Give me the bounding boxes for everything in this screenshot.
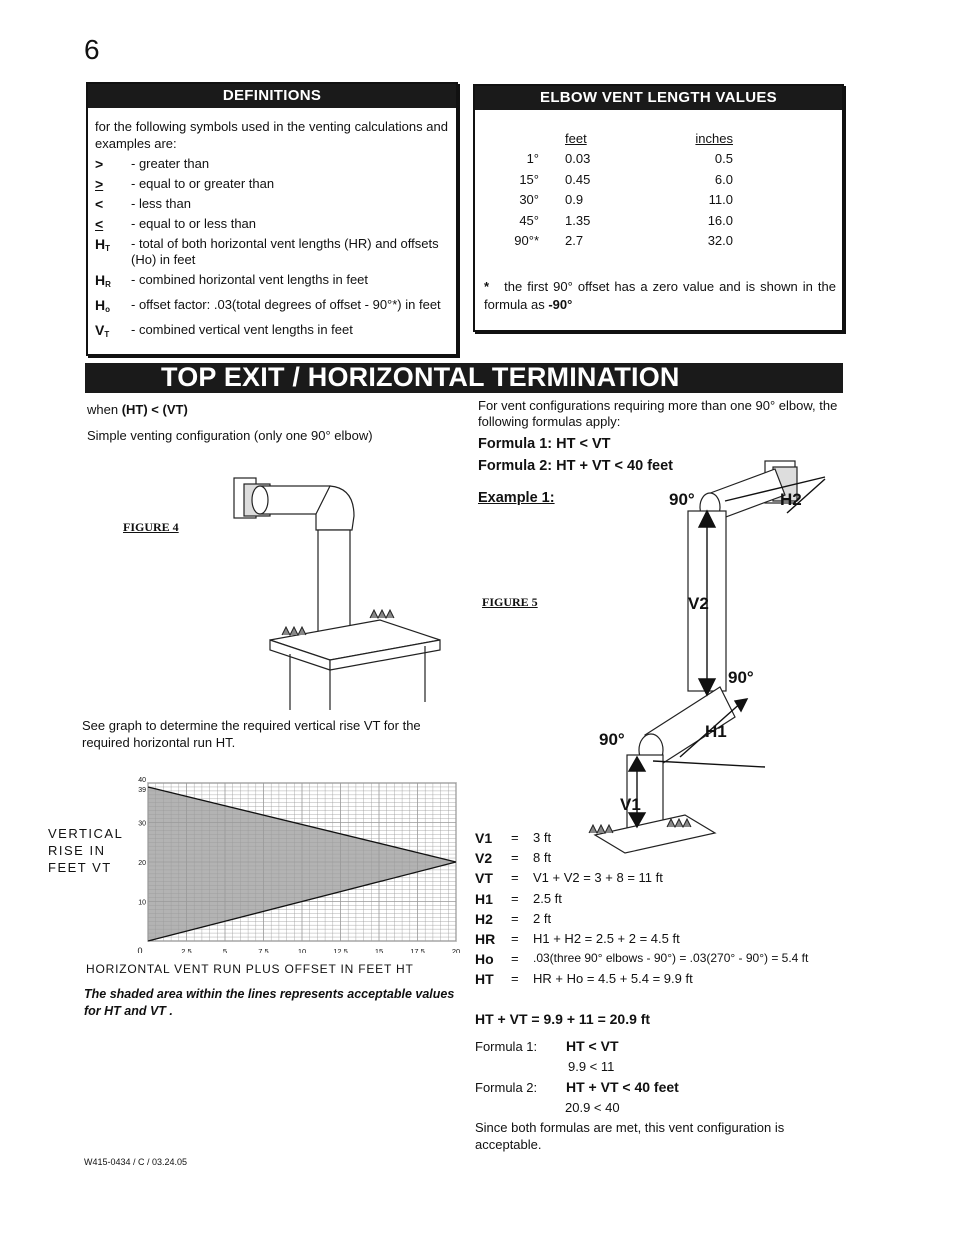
definition-symbol-main: <	[95, 216, 104, 232]
definition-symbol-main: H	[95, 236, 106, 252]
f2-expression: HT + VT < 40 feet	[566, 1079, 679, 1095]
chart-x-tick-label: 7.5	[258, 947, 269, 953]
graph-xlabel: HORIZONTAL VENT RUN PLUS OFFSET IN FEET HT	[86, 962, 414, 976]
calc-val: H1 + H2 = 2.5 + 2 = 4.5 ft	[533, 931, 680, 946]
f2-value: 20.9 < 40	[565, 1100, 620, 1115]
calc-val: .03(three 90° elbows - 90°) = .03(270° - 90°) = 5.4 ft	[533, 951, 809, 966]
definition-text: - greater than	[131, 156, 210, 171]
calc-sym: HT	[475, 971, 494, 988]
calc-eq: =	[511, 890, 519, 906]
definition-text: - combined horizontal vent lengths in feet	[131, 272, 369, 287]
definition-row	[95, 216, 450, 232]
definition-row	[95, 322, 450, 343]
label-low-90: 90°	[599, 730, 625, 749]
calc-sym: VT	[475, 870, 493, 887]
definition-row	[95, 176, 450, 192]
simple-config-text: Simple venting configuration (only one 90° elbow)	[87, 428, 373, 443]
definition-text: - total of both horizontal vent lengths (HR) and offsets (Ho) in feet	[131, 236, 439, 267]
calc-row	[475, 830, 551, 850]
when-expression: (HT) < (VT)	[121, 402, 188, 417]
elbow-title: ELBOW VENT LENGTH VALUES	[475, 86, 842, 110]
calc-sym: HR	[475, 931, 496, 947]
example1-label: Example 1:	[478, 490, 555, 506]
elbow-row	[475, 190, 733, 211]
sum-line	[475, 1011, 650, 1028]
definition-text: - less than	[131, 196, 191, 211]
elbow-note	[484, 278, 836, 314]
label-v1: V1	[620, 795, 641, 814]
definition-symbol	[95, 272, 131, 293]
f1-value: 9.9 < 11	[568, 1059, 615, 1074]
formula2: Formula 2: HT + VT < 40 feet	[478, 458, 673, 474]
footer-code: W415-0434 / C / 03.24.05	[84, 1157, 188, 1167]
right-intro: For vent configurations requiring more than one 90° elbow, the following formulas apply:	[478, 398, 838, 429]
definition-symbol-main: H	[95, 272, 106, 288]
chart-x-tick-label: 0	[137, 946, 143, 953]
calc-row	[475, 891, 562, 911]
calc-sym: V2	[475, 850, 493, 867]
elbow-table	[475, 128, 733, 251]
calc-val: HR + Ho = 4.5 + 5.4 = 9.9 ft	[533, 971, 693, 987]
calc-row	[475, 971, 693, 991]
calc-sym: H2	[475, 910, 493, 927]
calc-val: 2 ft	[533, 910, 552, 926]
figure4-illustration	[230, 470, 445, 710]
definition-symbol	[95, 156, 131, 172]
graph-caption: The shaded area within the lines represents acceptable values for HT and VT .	[84, 987, 455, 1018]
label-top-90: 90°	[669, 490, 695, 509]
calc-val: 3 ft	[533, 830, 552, 845]
definition-row	[95, 272, 450, 293]
graph-ylabel: VERTICAL RISE IN FEET VT	[48, 826, 123, 875]
elbow-cell-feet: 0.9	[565, 192, 584, 208]
calc-val: 8 ft	[533, 850, 552, 866]
definition-symbol	[95, 176, 131, 192]
definition-symbol	[95, 322, 131, 343]
calc-sym: H1	[475, 890, 493, 907]
chart-x-tick-label: 15	[374, 947, 384, 953]
calc-eq: =	[511, 910, 519, 926]
elbow-values-box	[473, 84, 844, 332]
chart-y-tick-label: 20	[138, 860, 146, 867]
figure5-illustration	[575, 455, 845, 865]
definition-symbol-main: H	[95, 297, 106, 313]
definition-symbol-sub: T	[105, 244, 111, 253]
elbow-cell-feet: 0.45	[565, 171, 591, 187]
chart-x-tick-label: 12.5	[333, 947, 348, 953]
elbow-cell-inches: 11.0	[708, 192, 733, 208]
calc-row	[475, 951, 808, 971]
page-number: 6	[84, 34, 100, 65]
definitions-intro: for the following symbols used in the venting calculations and examples are:	[95, 119, 448, 151]
chart-x-tick-label: 5	[222, 947, 228, 953]
calc-sym: Ho	[475, 951, 494, 968]
definition-symbol	[95, 196, 131, 212]
calc-row	[475, 870, 663, 890]
f1-expression: HT < VT	[566, 1038, 619, 1054]
definition-row	[95, 196, 450, 212]
elbow-row	[475, 149, 733, 170]
elbow-cell-feet: 1.35	[565, 212, 591, 228]
elbow-cell-deg: 15°	[519, 171, 539, 187]
calc-eq: =	[511, 850, 519, 866]
elbow-row	[475, 231, 733, 252]
elbow-col-inches: inches	[695, 130, 733, 146]
chart-y-tick-label: 39	[138, 786, 146, 794]
definitions-title: DEFINITIONS	[88, 84, 456, 108]
figure5-label: FIGURE 5	[482, 595, 538, 609]
elbow-row	[475, 169, 733, 190]
definition-text: - equal to or greater than	[131, 176, 275, 191]
elbow-col-feet: feet	[565, 130, 587, 146]
elbow-note-text: the first 90° offset has a zero value and is shown in the formula as	[484, 279, 836, 312]
elbow-cell-deg: 30°	[519, 192, 539, 208]
vent-rise-chart	[130, 775, 462, 953]
definition-text: - combined vertical vent lengths in feet	[131, 322, 353, 337]
definition-symbol-main: >	[95, 156, 104, 172]
label-v2: V2	[688, 594, 709, 613]
chart-x-tick-label: 17.5	[410, 947, 425, 953]
calc-eq: =	[511, 931, 519, 946]
definitions-list	[88, 156, 456, 343]
chart-x-tick-label: 10	[297, 947, 307, 953]
sum-text: HT + VT = 9.9 + 11 = 20.9 ft	[475, 1011, 651, 1027]
f2-label: Formula 2:	[475, 1080, 538, 1095]
chart-y-tick-label: 40	[138, 777, 146, 784]
chart-x-tick-label: 20	[451, 947, 461, 953]
definition-symbol	[95, 297, 131, 318]
see-graph-text: See graph to determine the required vertical rise VT for the required horizontal run HT.	[82, 718, 421, 750]
section-title: TOP EXIT / HORIZONTAL TERMINATION	[161, 362, 680, 392]
figure4-label: FIGURE 4	[123, 520, 179, 534]
when-prefix: when	[87, 402, 119, 417]
elbow-cell-feet: 2.7	[565, 233, 584, 249]
calc-eq: =	[511, 971, 519, 987]
definition-text: - equal to or less than	[131, 216, 257, 231]
calc-val: 2.5 ft	[533, 890, 562, 906]
formula1: Formula 1: HT < VT	[478, 436, 611, 452]
calc-row	[475, 911, 551, 931]
calc-val: V1 + V2 = 3 + 8 = 11 ft	[533, 870, 663, 886]
definition-row	[95, 297, 450, 318]
chart-y-tick-label: 10	[138, 899, 146, 907]
elbow-cell-inches: 6.0	[714, 171, 733, 187]
elbow-cell-inches: 0.5	[714, 151, 733, 167]
calc-eq: =	[511, 870, 519, 886]
definition-symbol-main: <	[95, 196, 104, 212]
elbow-cell-inches: 32.0	[707, 233, 733, 249]
section-banner	[85, 363, 843, 393]
definition-text: - offset factor: .03(total degrees of offset - 90°*) in feet	[131, 297, 441, 312]
definition-row	[95, 236, 450, 268]
label-h1: H1	[705, 722, 727, 741]
calc-row	[475, 850, 551, 870]
definitions-box	[86, 82, 458, 356]
definition-symbol-sub: T	[104, 330, 110, 339]
definition-symbol-sub: R	[105, 280, 111, 289]
when-line	[87, 401, 188, 418]
calc-eq: =	[511, 830, 519, 845]
definition-symbol	[95, 216, 131, 232]
elbow-note-bold: -90°	[548, 297, 573, 312]
chart-y-tick-label: 30	[138, 820, 146, 828]
elbow-row	[475, 210, 733, 231]
definition-symbol-sub: o	[105, 305, 111, 314]
elbow-cell-deg: 45°	[519, 212, 539, 228]
calc-row	[475, 931, 680, 951]
definition-symbol	[95, 236, 131, 268]
definition-symbol-main: V	[95, 322, 105, 338]
elbow-note-star: *	[484, 279, 490, 294]
definition-row	[95, 156, 450, 172]
calc-eq: =	[511, 951, 519, 967]
elbow-cell-inches: 16.0	[707, 212, 733, 228]
elbow-cell-feet: 0.03	[565, 151, 591, 167]
chart-x-tick-label: 2.5	[181, 947, 192, 953]
elbow-cell-deg: 90°*	[514, 233, 539, 249]
label-h2: H2	[780, 490, 802, 509]
calc-sym: V1	[475, 830, 493, 846]
label-mid-90: 90°	[728, 668, 754, 687]
f1-label: Formula 1:	[475, 1039, 538, 1054]
conclusion-text: Since both formulas are met, this vent configuration is acceptable.	[475, 1120, 785, 1152]
elbow-cell-deg: 1°	[526, 151, 539, 167]
definition-symbol-main: >	[95, 176, 104, 192]
